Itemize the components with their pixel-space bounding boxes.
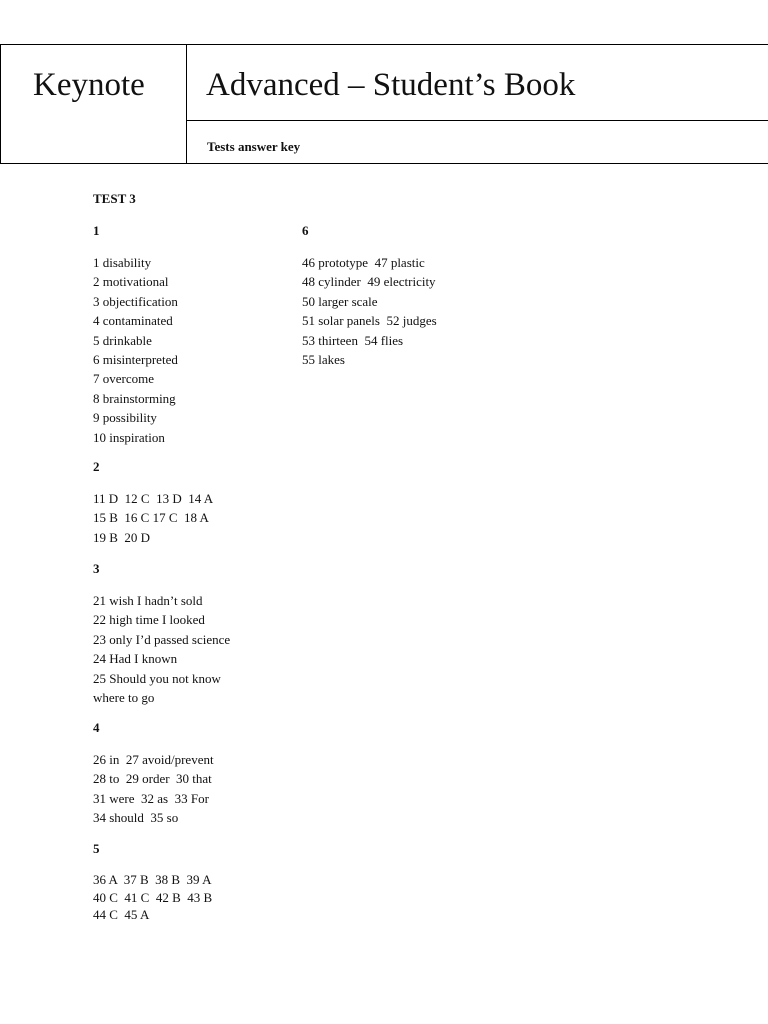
section-1-answers — [93, 253, 178, 447]
answer-line: 9 possibility — [93, 410, 157, 426]
answer-line: 36 A 37 B 38 B 39 A — [93, 872, 212, 887]
section-2-answers — [93, 489, 213, 547]
answer-line: 19 B 20 D — [93, 529, 151, 545]
header-table — [0, 44, 768, 164]
answer-line: 55 lakes — [302, 352, 345, 368]
section-5-heading: 5 — [93, 841, 100, 856]
section-1-heading: 1 — [93, 223, 100, 238]
answer-line: 24 Had I known — [93, 651, 178, 667]
answer-line: where to go — [93, 690, 155, 706]
answer-line: 8 brainstorming — [93, 390, 176, 406]
section-2-heading: 2 — [93, 459, 100, 474]
answer-line: 40 C 41 C 42 B 43 B — [93, 889, 213, 905]
section-4-heading: 4 — [93, 720, 100, 735]
answer-line: 22 high time I looked — [93, 612, 205, 628]
answer-line: 51 solar panels 52 judges — [302, 313, 437, 329]
brand-name: Keynote — [33, 67, 145, 103]
answer-line: 53 thirteen 54 flies — [302, 332, 404, 348]
answer-line: 4 contaminated — [93, 313, 173, 329]
answer-line: 21 wish I hadn’t sold — [93, 593, 203, 608]
answer-line: 10 inspiration — [93, 429, 165, 445]
answer-line: 3 objectification — [93, 293, 178, 309]
answer-line: 44 C 45 A — [93, 907, 150, 922]
section-3-heading: 3 — [93, 561, 100, 576]
answer-line: 6 misinterpreted — [93, 352, 178, 368]
section-5-answers — [93, 871, 212, 924]
section-3-answers — [93, 591, 230, 707]
answer-line: 11 D 12 C 13 D 14 A — [93, 491, 214, 506]
test-title: TEST 3 — [93, 191, 136, 206]
document-title: Advanced – Student’s Book — [206, 67, 576, 103]
answer-line: 7 overcome — [93, 371, 155, 387]
answer-line: 31 were 32 as 33 For — [93, 790, 209, 806]
answer-line: 23 only I’d passed science — [93, 631, 231, 647]
answer-line: 34 should 35 so — [93, 810, 179, 826]
document-subtitle: Tests answer key — [207, 139, 301, 154]
answer-line: 5 drinkable — [93, 332, 152, 348]
answer-line: 1 disability — [93, 255, 152, 270]
brand-cell — [1, 45, 187, 163]
answer-line: 46 prototype 47 plastic — [302, 255, 425, 270]
section-4-answers — [93, 750, 214, 828]
answer-line: 2 motivational — [93, 274, 169, 290]
answer-line: 15 B 16 C 17 C 18 A — [93, 510, 209, 526]
section-6-heading: 6 — [302, 223, 309, 238]
answer-line: 26 in 27 avoid/prevent — [93, 752, 214, 767]
answer-line: 48 cylinder 49 electricity — [302, 274, 436, 290]
section-6-answers — [302, 253, 437, 369]
answer-line: 28 to 29 order 30 that — [93, 771, 212, 787]
header-divider — [187, 120, 768, 121]
answer-line: 25 Should you not know — [93, 670, 221, 686]
answer-line: 50 larger scale — [302, 293, 378, 309]
